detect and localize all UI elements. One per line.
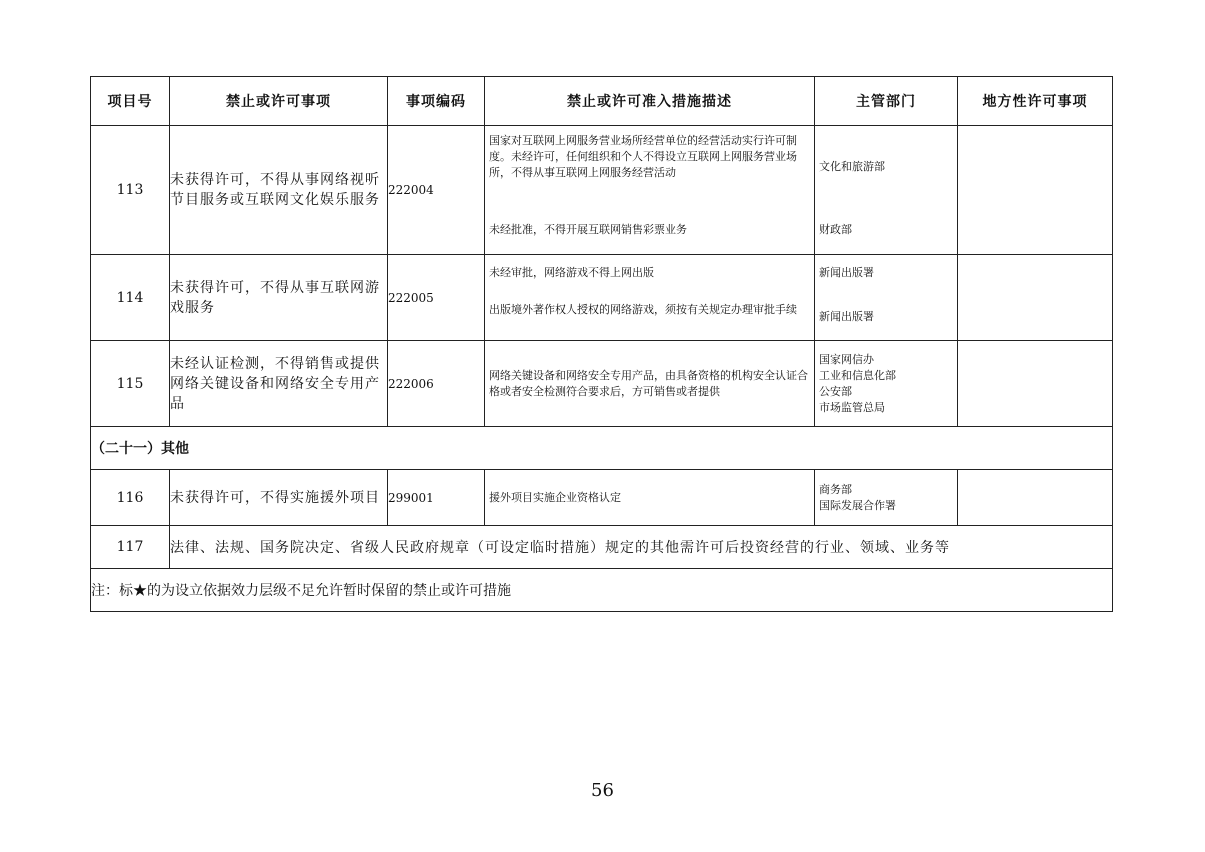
measure-description: 援外项目实施企业资格认定: [485, 470, 815, 526]
table-row: [91, 470, 1113, 526]
item-name: 未获得许可，不得从事网络视听节目服务或互联网文化娱乐服务: [170, 126, 388, 255]
item-number: 117: [91, 526, 170, 569]
department: [815, 341, 958, 427]
note-row: [91, 569, 1113, 612]
item-code: 222005: [388, 255, 485, 341]
header-cell: 禁止或许可准入措施描述: [485, 77, 815, 126]
item-number: 114: [91, 255, 170, 341]
item-name: 未获得许可，不得从事互联网游戏服务: [170, 255, 388, 341]
department-text: 商务部: [819, 482, 852, 496]
item-code: 299001: [388, 470, 485, 526]
measure-description: [485, 126, 815, 255]
item-number: 115: [91, 341, 170, 427]
local-permit: [958, 470, 1113, 526]
department-text: 财政部: [819, 223, 852, 236]
permit-table: [90, 76, 1113, 612]
item-name: 未获得许可，不得实施援外项目: [170, 470, 388, 526]
department-text: 市场监管总局: [819, 400, 885, 414]
item-code: 222004: [388, 126, 485, 255]
measure-description: 网络关键设备和网络安全专用产品，由具备资格的机构安全认证合格或者安全检测符合要求后，方可销售或者提供: [485, 341, 815, 427]
local-permit: [958, 341, 1113, 427]
item-number: 116: [91, 470, 170, 526]
header-cell: 事项编码: [388, 77, 485, 126]
table-row: [91, 526, 1113, 569]
section-heading: （二十一）其他: [91, 427, 1113, 470]
description-text: 未经审批，网络游戏不得上网出版: [489, 266, 654, 279]
header-cell: 禁止或许可事项: [170, 77, 388, 126]
table-row: [91, 126, 1113, 255]
footnote: 注：标★的为设立依据效力层级不足允许暂时保留的禁止或许可措施: [91, 569, 1113, 612]
header-row: [91, 77, 1113, 126]
header-cell: 项目号: [91, 77, 170, 126]
description-text: 出版境外著作权人授权的网络游戏，须按有关规定办理审批手续: [489, 303, 797, 316]
department-text: 文化和旅游部: [819, 160, 885, 173]
department: [815, 255, 958, 341]
item-code: 222006: [388, 341, 485, 427]
description-text: 未经批准，不得开展互联网销售彩票业务: [489, 223, 687, 236]
local-permit: [958, 255, 1113, 341]
department-text: 公安部: [819, 384, 852, 398]
department: [815, 470, 958, 526]
page-number: 56: [591, 780, 614, 801]
department-text: 工业和信息化部: [819, 368, 896, 382]
department-text: 新闻出版署: [819, 266, 874, 279]
local-permit: [958, 126, 1113, 255]
header-cell: 主管部门: [815, 77, 958, 126]
department-text: 新闻出版署: [819, 310, 874, 323]
item-name: 未经认证检测，不得销售或提供网络关键设备和网络安全专用产品: [170, 341, 388, 427]
department: [815, 126, 958, 255]
description-text: 国家对互联网上网服务营业场所经营单位的经营活动实行许可制度。未经许可，任何组织和个人不得设立互联网上网服务营业场所，不得从事互联网上网服务经营活动: [489, 134, 797, 179]
header-cell: 地方性许可事项: [958, 77, 1113, 126]
item-number: 113: [91, 126, 170, 255]
department-text: 国际发展合作署: [819, 498, 896, 512]
measure-description: [485, 255, 815, 341]
table-row: [91, 341, 1113, 427]
department-text: 国家网信办: [819, 352, 874, 366]
section-row: [91, 427, 1113, 470]
table-row: [91, 255, 1113, 341]
catch-all-item: 法律、法规、国务院决定、省级人民政府规章（可设定临时措施）规定的其他需许可后投资经营的行业、领域、业务等: [170, 526, 1113, 569]
